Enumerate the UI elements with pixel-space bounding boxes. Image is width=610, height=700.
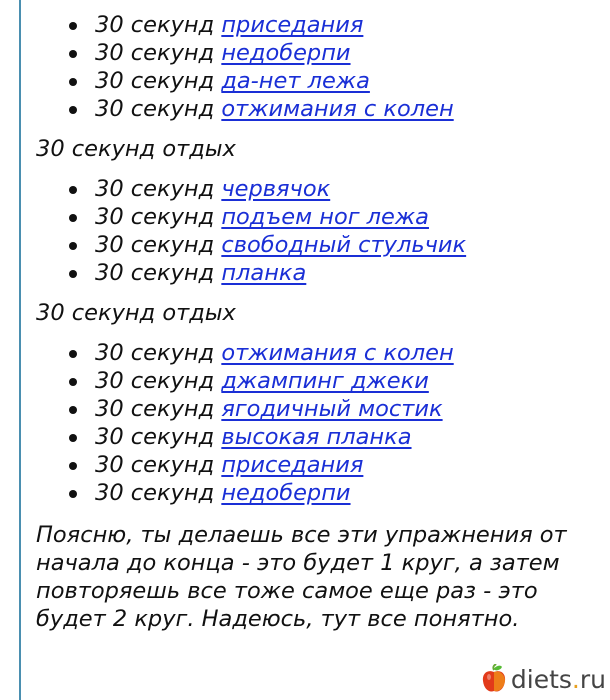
exercise-item: [36, 479, 606, 507]
bullet-icon: [69, 490, 77, 498]
bullet-icon: [69, 434, 77, 442]
exercise-item: [36, 39, 606, 67]
exercise-list-1: [36, 11, 606, 123]
bullet-icon: [69, 406, 77, 414]
exercise-link[interactable]: отжимания с колен: [221, 96, 454, 122]
exercise-duration: 30 секунд: [95, 452, 215, 478]
bullet-icon: [69, 270, 77, 278]
exercise-item: [36, 95, 606, 123]
exercise-link[interactable]: подъем ног лежа: [221, 204, 429, 230]
exercise-duration: 30 секунд: [95, 40, 215, 66]
exercise-link[interactable]: червячок: [221, 176, 331, 202]
exercise-item: [36, 367, 606, 395]
apple-logo-icon: [481, 664, 507, 694]
article-content: [36, 11, 606, 633]
exercise-duration: 30 секунд: [95, 12, 215, 38]
bullet-icon: [69, 78, 77, 86]
exercise-item: [36, 175, 606, 203]
exercise-link[interactable]: высокая планка: [221, 424, 412, 450]
exercise-item: [36, 423, 606, 451]
left-border-rule: [19, 0, 21, 700]
exercise-item: [36, 231, 606, 259]
exercise-duration: 30 секунд: [95, 340, 215, 366]
exercise-item: [36, 339, 606, 367]
bullet-icon: [69, 378, 77, 386]
exercise-link[interactable]: да-нет лежа: [221, 68, 370, 94]
bullet-icon: [69, 22, 77, 30]
exercise-link[interactable]: недоберпи: [221, 480, 351, 506]
exercise-duration: 30 секунд: [95, 424, 215, 450]
exercise-item: [36, 67, 606, 95]
exercise-duration: 30 секунд: [95, 232, 215, 258]
exercise-list-3: [36, 339, 606, 507]
exercise-link[interactable]: недоберпи: [221, 40, 351, 66]
rest-line-2: 30 секунд отдых: [36, 300, 236, 326]
exercise-link[interactable]: свободный стульчик: [221, 232, 467, 258]
exercise-item: [36, 203, 606, 231]
bullet-icon: [69, 350, 77, 358]
bullet-icon: [69, 106, 77, 114]
exercise-duration: 30 секунд: [95, 260, 215, 286]
exercise-list-2: [36, 175, 606, 287]
bullet-icon: [69, 242, 77, 250]
exercise-duration: 30 секунд: [95, 176, 215, 202]
exercise-link[interactable]: ягодичный мостик: [221, 396, 443, 422]
bullet-icon: [69, 462, 77, 470]
exercise-item: [36, 451, 606, 479]
exercise-duration: 30 секунд: [95, 68, 215, 94]
bullet-icon: [69, 214, 77, 222]
rest-line-1: 30 секунд отдых: [36, 136, 236, 162]
diets-watermark: [481, 664, 606, 694]
exercise-duration: 30 секунд: [95, 396, 215, 422]
bullet-icon: [69, 186, 77, 194]
exercise-duration: 30 секунд: [95, 204, 215, 230]
bullet-icon: [69, 50, 77, 58]
exercise-item: [36, 395, 606, 423]
exercise-duration: 30 секунд: [95, 368, 215, 394]
closing-paragraph: Поясню, ты делаешь все эти упражнения от начала до конца - это будет 1 круг, а затем повторяешь все тоже самое еще раз - это будет 2 круг. Надеюсь, тут все понятно.: [36, 522, 567, 632]
exercise-item: [36, 259, 606, 287]
exercise-link[interactable]: джампинг джеки: [221, 368, 429, 394]
exercise-duration: 30 секунд: [95, 96, 215, 122]
exercise-duration: 30 секунд: [95, 480, 215, 506]
exercise-link[interactable]: отжимания с колен: [221, 340, 454, 366]
exercise-link[interactable]: планка: [221, 260, 307, 286]
exercise-item: [36, 11, 606, 39]
watermark-text: diets.ru: [510, 664, 606, 694]
exercise-link[interactable]: приседания: [221, 452, 364, 478]
exercise-link[interactable]: приседания: [221, 12, 364, 38]
